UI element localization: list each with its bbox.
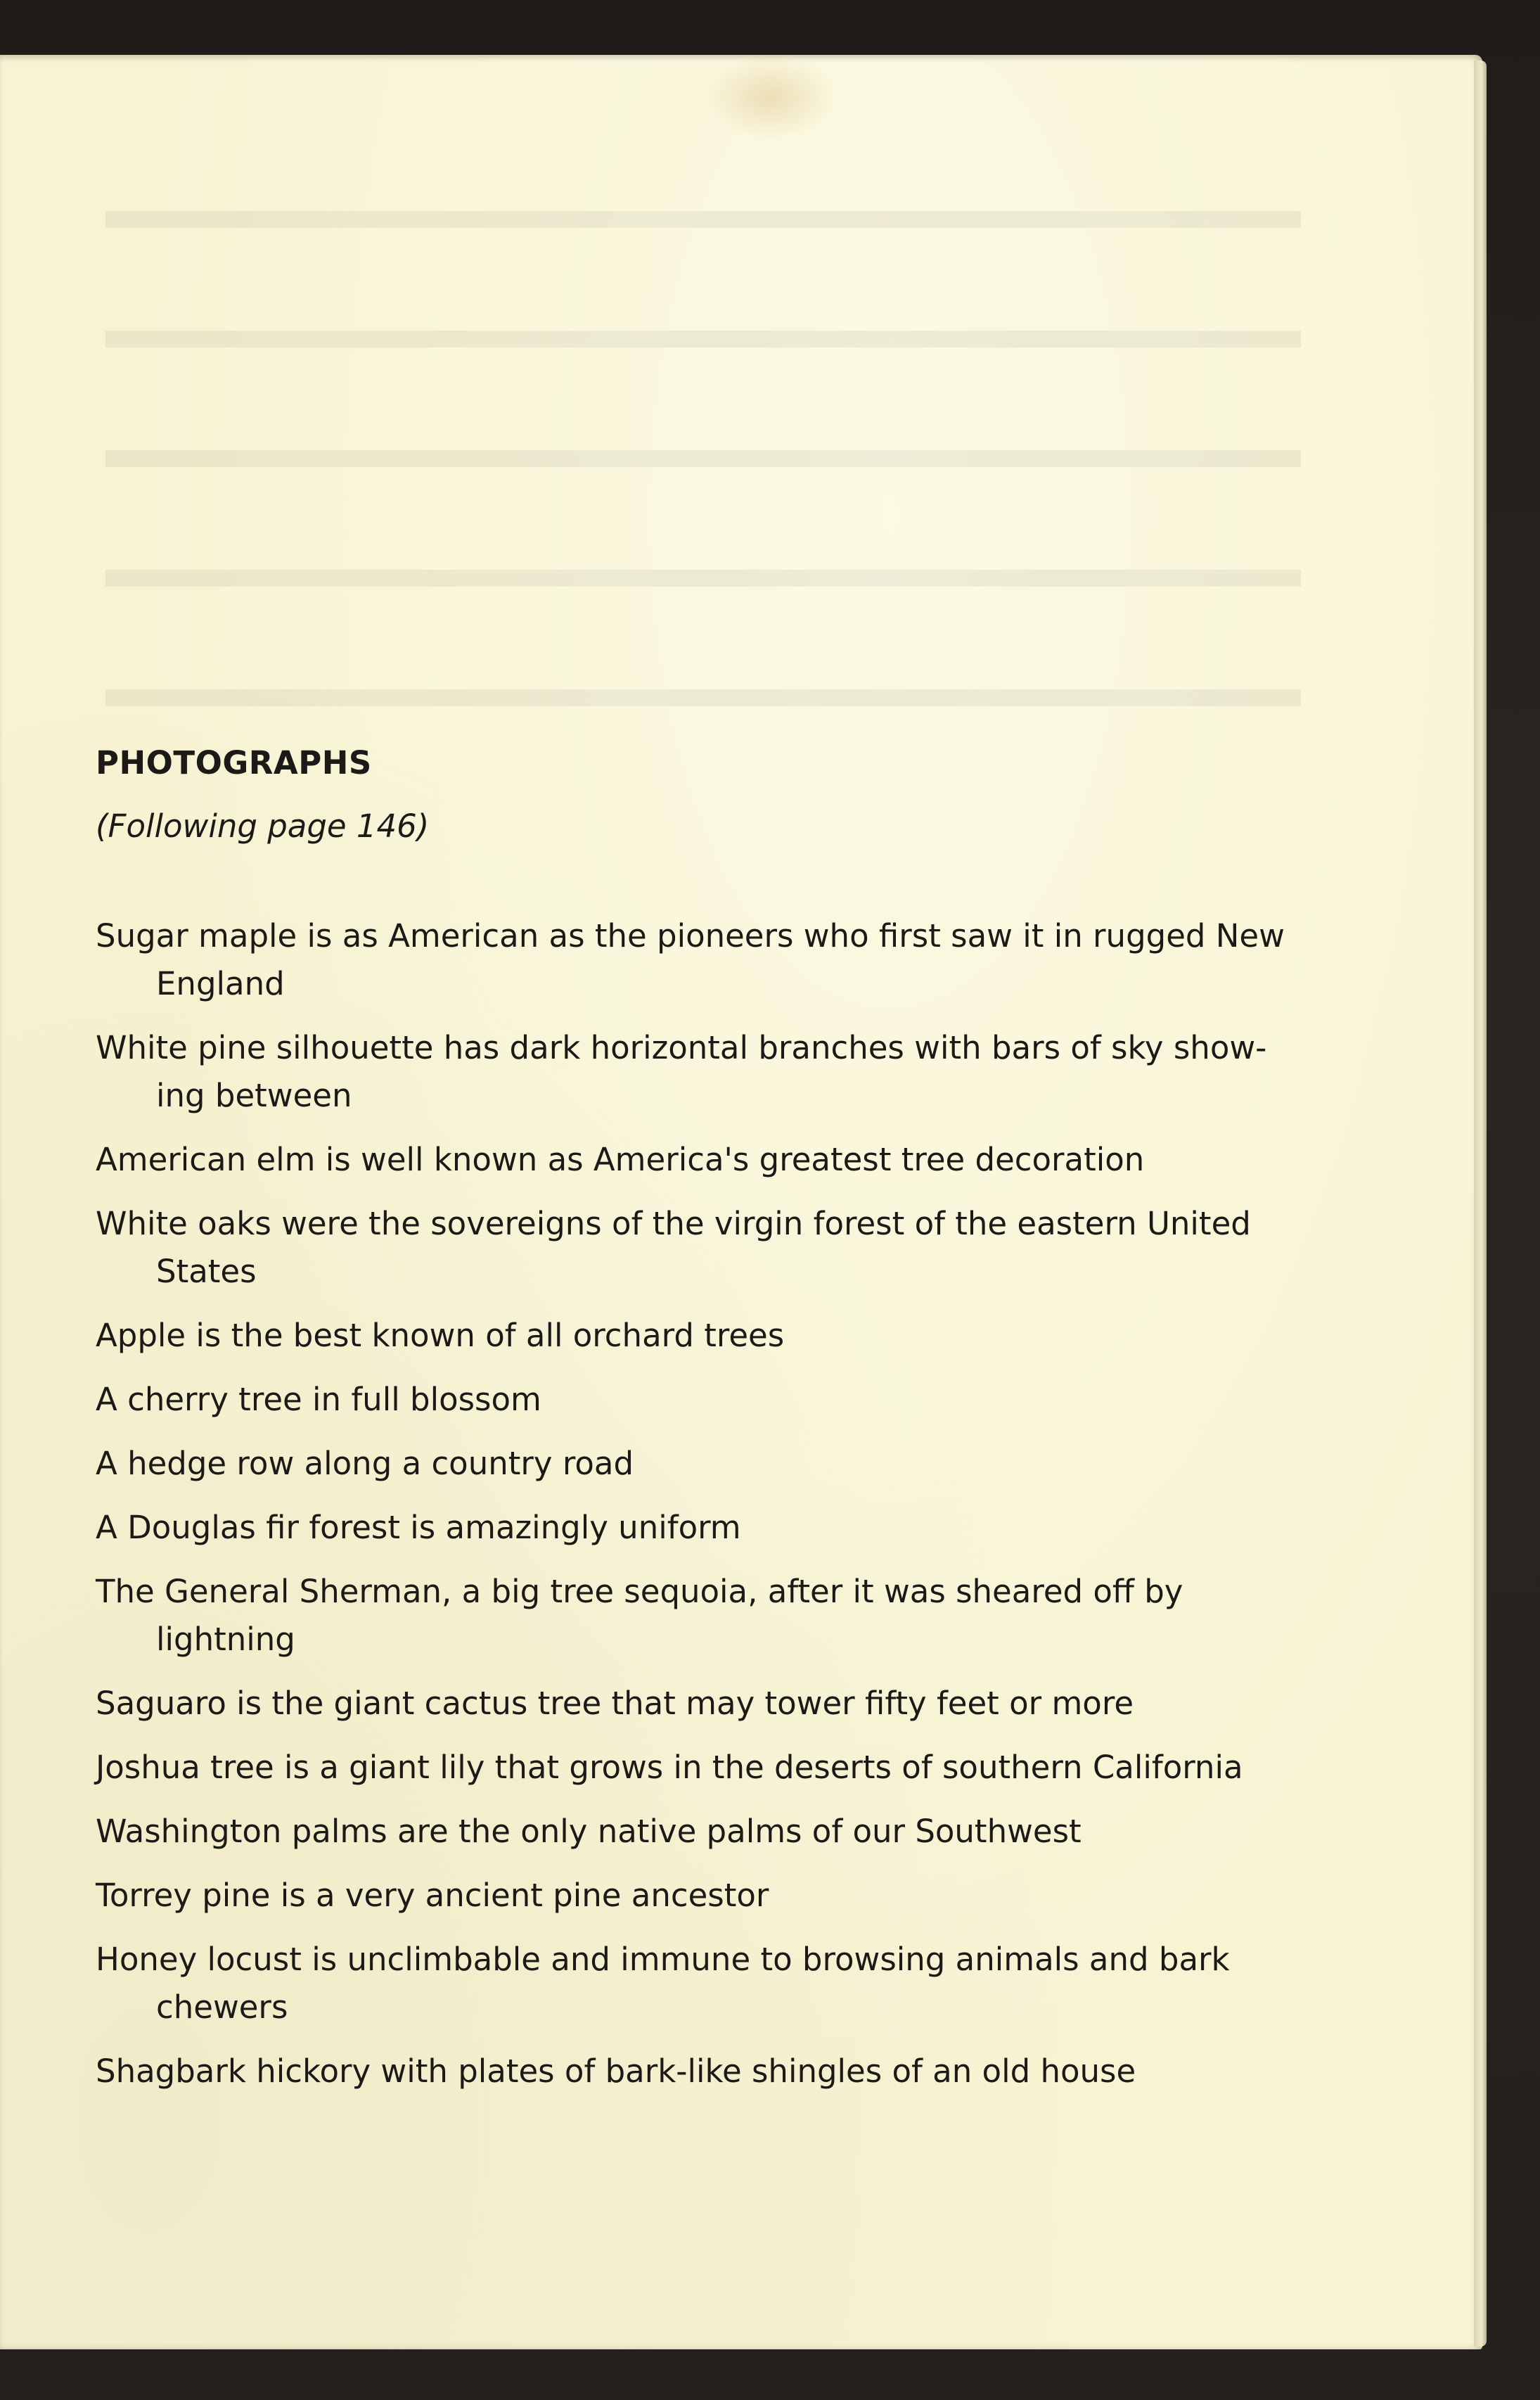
photo-caption: A cherry tree in full blossom: [96, 1381, 541, 1418]
photo-caption: Sugar maple is as American as the pioneers who first saw it in rugged New England: [96, 917, 1285, 1002]
photo-caption: Torrey pine is a very ancient pine ancestor: [96, 1877, 769, 1914]
photo-caption: White pine silhouette has dark horizontal branches with bars of sky show-ing between: [96, 1029, 1267, 1114]
photo-caption: Apple is the best known of all orchard trees: [96, 1317, 785, 1354]
section-title: PHOTOGRAPHS: [96, 744, 372, 781]
photo-caption: Saguaro is the giant cactus tree that may tower fifty feet or more: [96, 1685, 1134, 1722]
photo-caption: A hedge row along a country road: [96, 1445, 634, 1482]
photo-caption: Honey locust is unclimbable and immune to browsing animals and bark chewers: [96, 1941, 1230, 2026]
photo-caption: Shagbark hickory with plates of bark-like shingles of an old house: [96, 2053, 1136, 2090]
page-edge: [1474, 60, 1487, 2347]
photo-caption: American elm is well known as America's greatest tree decoration: [96, 1141, 1145, 1178]
photo-caption: The General Sherman, a big tree sequoia, after it was sheared off by lightning: [96, 1573, 1183, 1658]
section-subtitle: (Following page 146): [96, 808, 430, 845]
bleed-through-text: [105, 169, 1301, 717]
photo-caption: Washington palms are the only native palms of our Southwest: [96, 1813, 1082, 1850]
photo-caption-list: [96, 912, 1305, 2095]
photographs-list-section: [96, 742, 1305, 2112]
photo-caption: A Douglas fir forest is amazingly uniform: [96, 1509, 741, 1546]
paper-stain: [703, 55, 837, 139]
photo-caption: White oaks were the sovereigns of the virgin forest of the eastern United States: [96, 1205, 1251, 1290]
photo-caption: Joshua tree is a giant lily that grows in the deserts of southern California: [96, 1749, 1243, 1786]
